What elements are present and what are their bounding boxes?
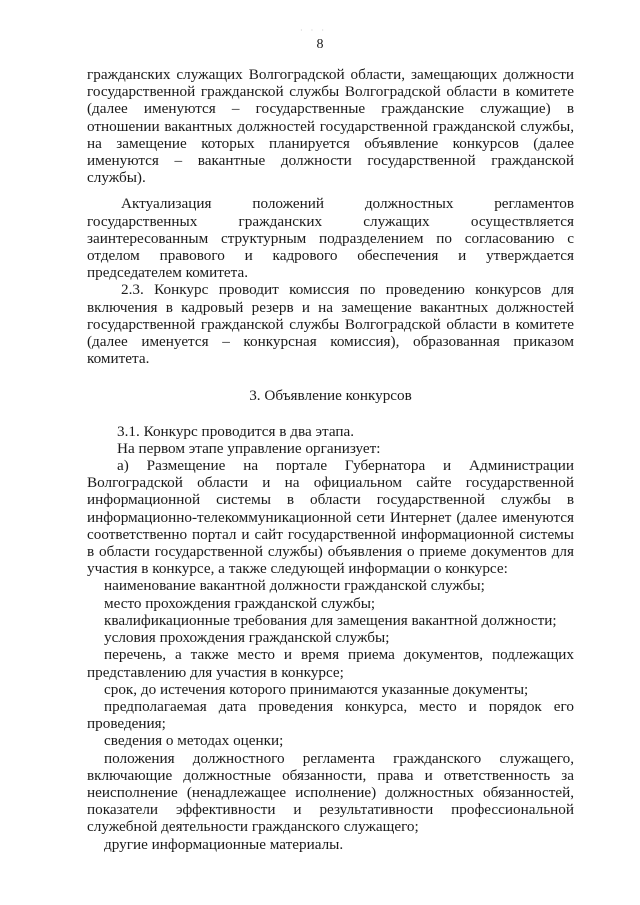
list-item: срок, до истечения которого принимаются указанные документы;: [104, 680, 529, 698]
scan-artifact: · · ·: [300, 26, 327, 35]
paragraph-regulations: Актуализация положений должностных регламентов государственных гражданских служащих осуществляется заинтересованным структурным подразделением по согласованию с отделом правового и кадрового обеспечения и утверждается председателем комитета.: [87, 195, 574, 282]
page-number: 8: [316, 37, 324, 52]
list-item: место прохождения гражданской службы;: [104, 594, 376, 612]
list-item: условия прохождения гражданской службы;: [104, 629, 390, 647]
list-item: наименование вакантной должности гражданской службы;: [104, 577, 485, 595]
list-item: перечень, а также место и время приема документов, подлежащих представлению для участия в конкурсе;: [87, 646, 574, 681]
document-body: [87, 66, 574, 853]
paragraph-first-stage: На первом этапе управление организует:: [117, 439, 381, 457]
paragraph-continuation: гражданских служащих Волгоградской области, замещающих должности государственной гражданской службы Волгоградской области в комитете (далее именуются – государственные гражданские служащие) в отношении вакантных должностей государственной гражданской службы, на замещение которых планируется объявление конкурсов (далее именуются – вакантные должности государственной гражданской службы).: [87, 66, 574, 187]
section-heading: 3. Объявление конкурсов: [249, 387, 412, 405]
list-item: квалификационные требования для замещения вакантной должности;: [104, 611, 557, 629]
list-item: сведения о методах оценки;: [104, 732, 284, 750]
paragraph-item-a: а) Размещение на портале Губернатора и Администрации Волгоградской области и на официальном сайте государственной информационной системы в области государственной службы в информационно-телекоммуникационной сети Интернет (далее именуются соответственно портал и сайт государственной информационной системы в области государственной службы) объявления о приеме документов для участия в конкурсе, а также следующей информации о конкурсе:: [87, 457, 574, 578]
list-item: положения должностного регламента гражданского служащего, включающие должностные обязанности, права и ответственность за неисполнение (ненадлежащее исполнение) должностных обязанностей, показатели эффективности и результативности профессиональной служебной деятельности гражданского служащего;: [87, 749, 574, 836]
list-item: предполагаемая дата проведения конкурса, место и порядок его проведения;: [87, 697, 574, 733]
list-item: другие информационные материалы.: [104, 835, 344, 853]
paragraph-2-3: 2.3. Конкурс проводит комиссия по проведению конкурсов для включения в кадровый резерв и на замещение вакантных должностей государственной гражданской службы Волгоградской области в комитете (далее именуется – конкурсная комиссия), образованная приказом комитета.: [87, 281, 574, 368]
paragraph-3-1: 3.1. Конкурс проводится в два этапа.: [117, 422, 355, 440]
